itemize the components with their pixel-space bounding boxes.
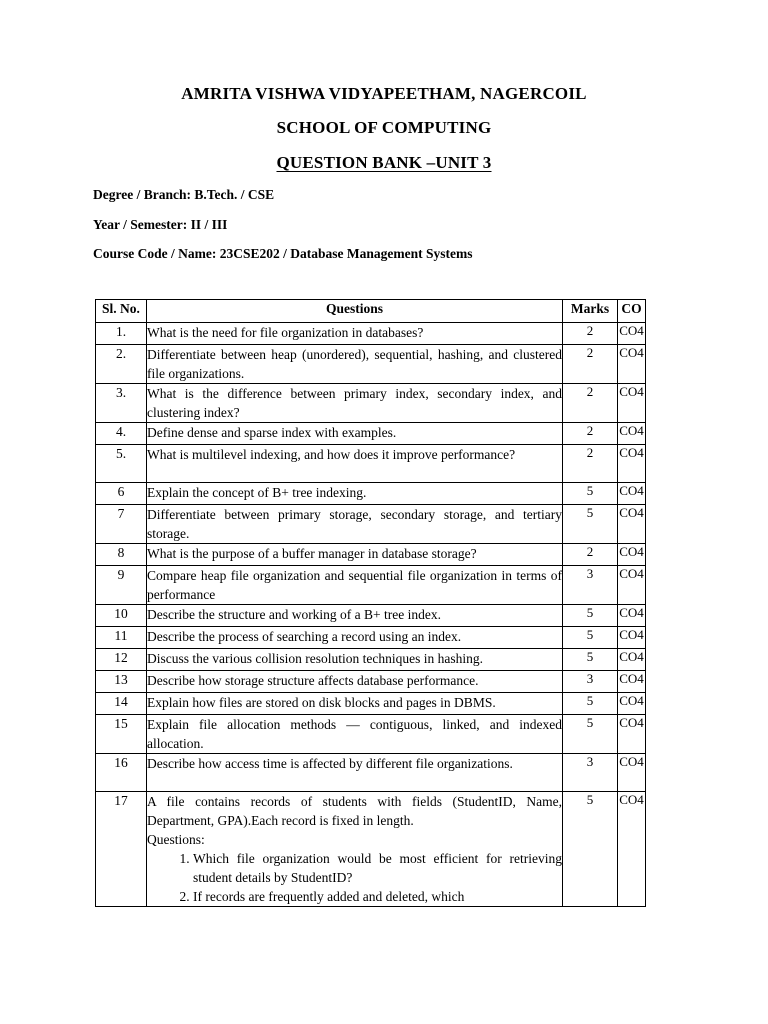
sl-no-cell: 17: [96, 792, 147, 907]
question-cell: What is the difference between primary index, secondary index, and clustering index?: [147, 384, 563, 423]
course-code-name: Course Code / Name: 23CSE202 / Database Management Systems: [93, 246, 473, 261]
sl-no-cell: 7: [96, 505, 147, 544]
marks-cell: 5: [563, 483, 618, 505]
marks-cell: 2: [563, 544, 618, 566]
question-cell: What is the purpose of a buffer manager in database storage?: [147, 544, 563, 566]
sub-question-item: 2. If records are frequently added and deleted, which: [193, 887, 562, 906]
document-title: QUESTION BANK –UNIT 3: [276, 153, 492, 172]
sl-no-cell: 5.: [96, 445, 147, 483]
co-cell: CO4: [618, 384, 646, 423]
question-intro: A file contains records of students with fields (StudentID, Name, Department, GPA).Each record is fixed in length.: [147, 794, 562, 828]
co-cell: CO4: [618, 505, 646, 544]
co-cell: CO4: [618, 792, 646, 907]
co-cell: CO4: [618, 323, 646, 345]
table-row: [96, 505, 646, 544]
header-co: CO: [618, 300, 646, 323]
table-row: [96, 544, 646, 566]
table-row: [96, 423, 646, 445]
sl-no-cell: 11: [96, 627, 147, 649]
marks-cell: 2: [563, 345, 618, 384]
question-cell: Explain file allocation methods — contiguous, linked, and indexed allocation.: [147, 715, 563, 754]
marks-cell: 5: [563, 792, 618, 907]
question-cell: Differentiate between heap (unordered), sequential, hashing, and clustered file organizations.: [147, 345, 563, 384]
table-row: [96, 754, 646, 792]
table-row: [96, 715, 646, 754]
co-cell: CO4: [618, 649, 646, 671]
table-row: [96, 445, 646, 483]
degree-branch: Degree / Branch: B.Tech. / CSE: [93, 187, 275, 202]
question-cell: Discuss the various collision resolution techniques in hashing.: [147, 649, 563, 671]
table-row: [96, 384, 646, 423]
marks-cell: 5: [563, 627, 618, 649]
question-table: [95, 299, 646, 907]
sub-question-list: [147, 849, 562, 906]
sub-question-item: 1. Which file organization would be most efficient for retrieving student details by StudentID?: [193, 849, 562, 887]
header-questions: Questions: [147, 300, 563, 323]
header-marks: Marks: [563, 300, 618, 323]
table-row: [96, 671, 646, 693]
co-cell: CO4: [618, 693, 646, 715]
marks-cell: 3: [563, 671, 618, 693]
table-row: [96, 483, 646, 505]
school-name: SCHOOL OF COMPUTING: [276, 118, 492, 137]
co-cell: CO4: [618, 605, 646, 627]
sl-no-cell: 15: [96, 715, 147, 754]
sl-no-cell: 12: [96, 649, 147, 671]
marks-cell: 5: [563, 505, 618, 544]
table-row: [96, 627, 646, 649]
table-row: [96, 323, 646, 345]
marks-cell: 5: [563, 605, 618, 627]
question-cell: Compare heap file organization and sequential file organization in terms of performance: [147, 566, 563, 605]
sl-no-cell: 1.: [96, 323, 147, 345]
co-cell: CO4: [618, 345, 646, 384]
co-cell: CO4: [618, 423, 646, 445]
institution-name: AMRITA VISHWA VIDYAPEETHAM, NAGERCOIL: [181, 84, 587, 103]
header-sl-no: Sl. No.: [96, 300, 147, 323]
sl-no-cell: 16: [96, 754, 147, 792]
question-cell: Explain how files are stored on disk blocks and pages in DBMS.: [147, 693, 563, 715]
co-cell: CO4: [618, 671, 646, 693]
question-cell: Differentiate between primary storage, secondary storage, and tertiary storage.: [147, 505, 563, 544]
year-semester: Year / Semester: II / III: [93, 217, 228, 232]
marks-cell: 3: [563, 754, 618, 792]
marks-cell: 2: [563, 423, 618, 445]
marks-cell: 5: [563, 649, 618, 671]
question-cell: Describe the process of searching a record using an index.: [147, 627, 563, 649]
sl-no-cell: 4.: [96, 423, 147, 445]
table-row: [96, 649, 646, 671]
question-cell: Describe how storage structure affects database performance.: [147, 671, 563, 693]
question-cell: Define dense and sparse index with examples.: [147, 423, 563, 445]
marks-cell: 2: [563, 445, 618, 483]
co-cell: CO4: [618, 544, 646, 566]
marks-cell: 3: [563, 566, 618, 605]
table-row: [96, 693, 646, 715]
question-cell: What is multilevel indexing, and how does it improve performance?: [147, 445, 563, 483]
table-row: [96, 792, 646, 907]
co-cell: CO4: [618, 715, 646, 754]
question-cell: Describe the structure and working of a B+ tree index.: [147, 605, 563, 627]
co-cell: CO4: [618, 627, 646, 649]
co-cell: CO4: [618, 566, 646, 605]
sl-no-cell: 6: [96, 483, 147, 505]
sl-no-cell: 10: [96, 605, 147, 627]
marks-cell: 5: [563, 715, 618, 754]
table-row: [96, 345, 646, 384]
sl-no-cell: 3.: [96, 384, 147, 423]
question-cell: Explain the concept of B+ tree indexing.: [147, 483, 563, 505]
sl-no-cell: 8: [96, 544, 147, 566]
table-row: [96, 605, 646, 627]
sl-no-cell: 9: [96, 566, 147, 605]
question-cell: [147, 792, 563, 907]
marks-cell: 2: [563, 384, 618, 423]
marks-cell: 2: [563, 323, 618, 345]
sl-no-cell: 14: [96, 693, 147, 715]
table-row: [96, 566, 646, 605]
table-header-row: [96, 300, 646, 323]
question-sub-heading: Questions:: [147, 832, 205, 847]
sl-no-cell: 13: [96, 671, 147, 693]
co-cell: CO4: [618, 483, 646, 505]
co-cell: CO4: [618, 754, 646, 792]
question-cell: What is the need for file organization in databases?: [147, 323, 563, 345]
sl-no-cell: 2.: [96, 345, 147, 384]
question-cell: Describe how access time is affected by different file organizations.: [147, 754, 563, 792]
co-cell: CO4: [618, 445, 646, 483]
marks-cell: 5: [563, 693, 618, 715]
